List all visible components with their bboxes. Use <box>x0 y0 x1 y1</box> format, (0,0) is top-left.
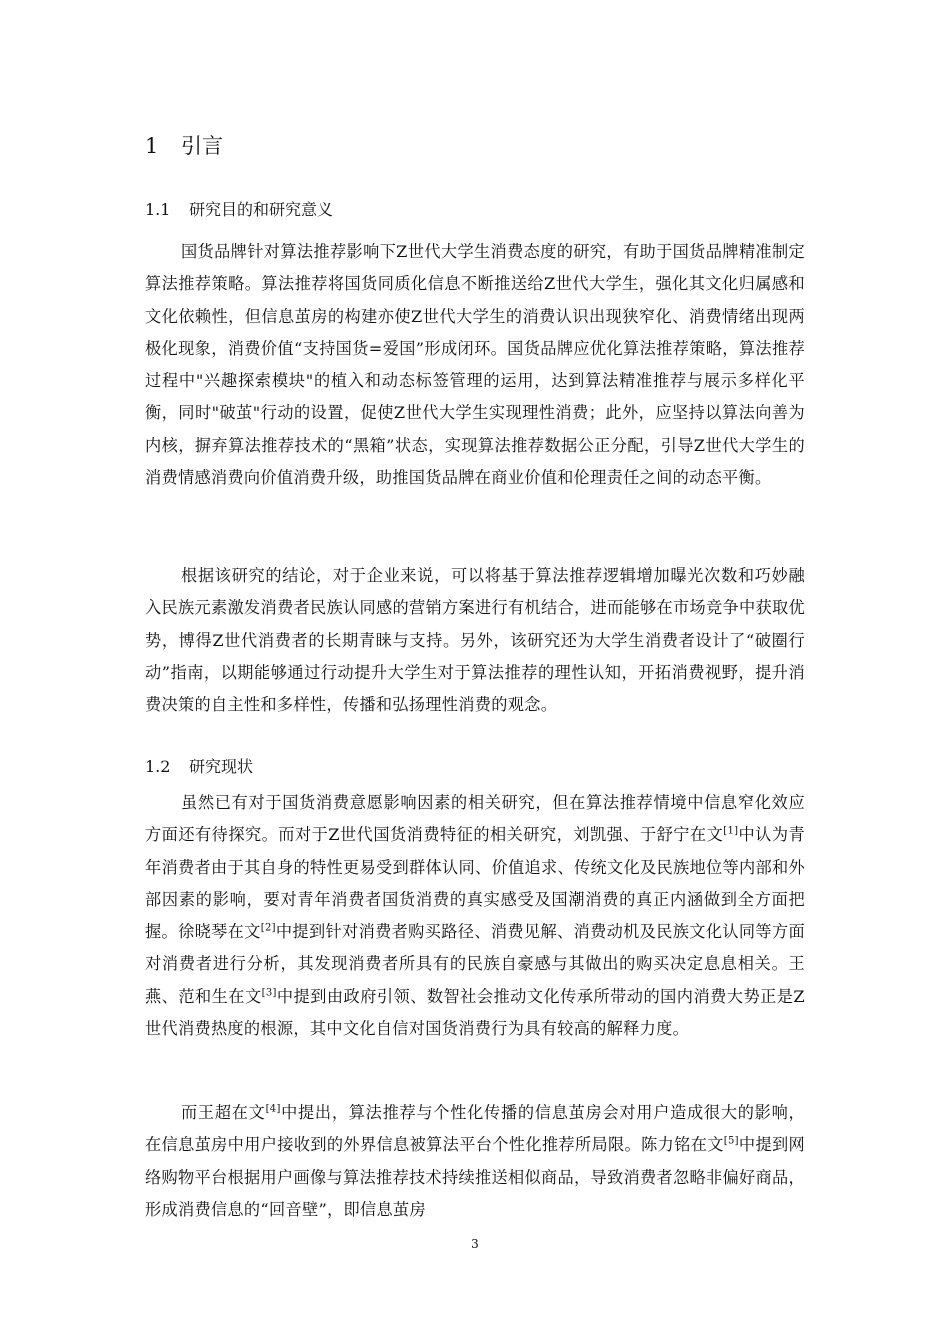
citation-ref: [5] <box>723 1135 739 1147</box>
text-run: 中提出，算法推荐与个性化传播的信息茧房会对用户造成很大的影响，在信息茧房中用户接收到的外界信息被算法平台个性化推荐所局限。陈力铭在文 <box>145 1103 805 1155</box>
citation-ref: [1] <box>723 825 739 837</box>
text-run: 中提到针对消费者购买路径、消费见解、消费动机及民族文化认同等方面对消费者进行分析，其发现消费者所具有的民族自豪感与其做出的购买决定息息相关。王燕、范和生在文 <box>145 922 805 1006</box>
section-title: 研究目的和研究意义 <box>189 200 334 219</box>
paragraph-research-significance: 根据该研究的结论，对于企业来说，可以将基于算法推荐逻辑增加曝光次数和巧妙融入民族元素激发消费者民族认同感的营销方案进行有机结合，进而能够在市场竞争中获取优势，博得Z世代消费者的长期青睐与支持。另外，该研究还为大学生消费者设计了“破圈行动”指南，以期能够通过行动提升大学生对于算法推荐的理性认知，开拓消费视野，提升消费决策的自主性和多样性，传播和弘扬理性消费的观念。 <box>145 566 805 715</box>
paragraph-research-status-2 <box>145 1097 805 1226</box>
citation-ref: [4] <box>265 1103 281 1115</box>
citation-ref: [2] <box>260 922 276 934</box>
section-number: 1 <box>145 134 159 158</box>
text-run: 中认为青年消费者由于其自身的特性更易受到群体认同、价值追求、传统文化及民族地位等内部和外部因素的影响，要对青年消费者国货消费的真实感受及国潮消费的真正内涵做到全方面把握。徐晓琴在文 <box>145 825 805 942</box>
paragraph-research-status-1 <box>145 787 805 1045</box>
section-number: 1.1 <box>145 200 171 219</box>
text-run: 虽然已有对于国货消费意愿影响因素的相关研究，但在算法推荐情境中信息窄化效应方面还有待探究。而对于Z世代国货消费特征的相关研究，刘凯强、于舒宁在文 <box>145 793 805 845</box>
section-title: 研究现状 <box>189 757 254 776</box>
section-heading-1-1 <box>145 198 333 222</box>
paragraph-research-purpose: 国货品牌针对算法推荐影响下Z世代大学生消费态度的研究，有助于国货品牌精准制定算法推荐策略。算法推荐将国货同质化信息不断推送给Z世代大学生，强化其文化归属感和文化依赖性，但信息茧房的构建亦使Z世代大学生的消费认识出现狭窄化、消费情绪出现两极化现象，消费价值“支持国货=爱国”形成闭环。国货品牌应优化算法推荐策略，算法推荐过程中"兴趣探索模块"的植入和动态标签管理的运用，达到算法精准推荐与展示多样化平衡，同时"破茧"行动的设置，促使Z世代大学生实现理性消费；此外，应坚持以算法向善为内核，摒弃算法推荐技术的“黑箱”状态，实现算法推荐数据公正分配，引导Z世代大学生的消费情感消费向价值消费升级，助推国货品牌在商业价值和伦理责任之间的动态平衡。 <box>145 242 805 488</box>
text-run: 中提到网络购物平台根据用户画像与算法推荐技术持续推送相似商品，导致消费者忽略非偏好商品，形成消费信息的“回音壁”，即信息茧房 <box>145 1135 806 1219</box>
section-title: 引言 <box>181 134 223 158</box>
page-number: 3 <box>471 1237 479 1251</box>
section-heading-1-2 <box>145 755 253 779</box>
citation-ref: [3] <box>261 987 277 999</box>
section-number: 1.2 <box>145 757 171 776</box>
section-heading-1 <box>145 131 223 161</box>
text-run: 中提到由政府引领、数智社会推动文化传承所带动的国内消费大势正是Z世代消费热度的根源，其中文化自信对国货消费行为具有较高的解释力度。 <box>145 986 805 1039</box>
text-run: 而王超在文 <box>181 1103 266 1122</box>
